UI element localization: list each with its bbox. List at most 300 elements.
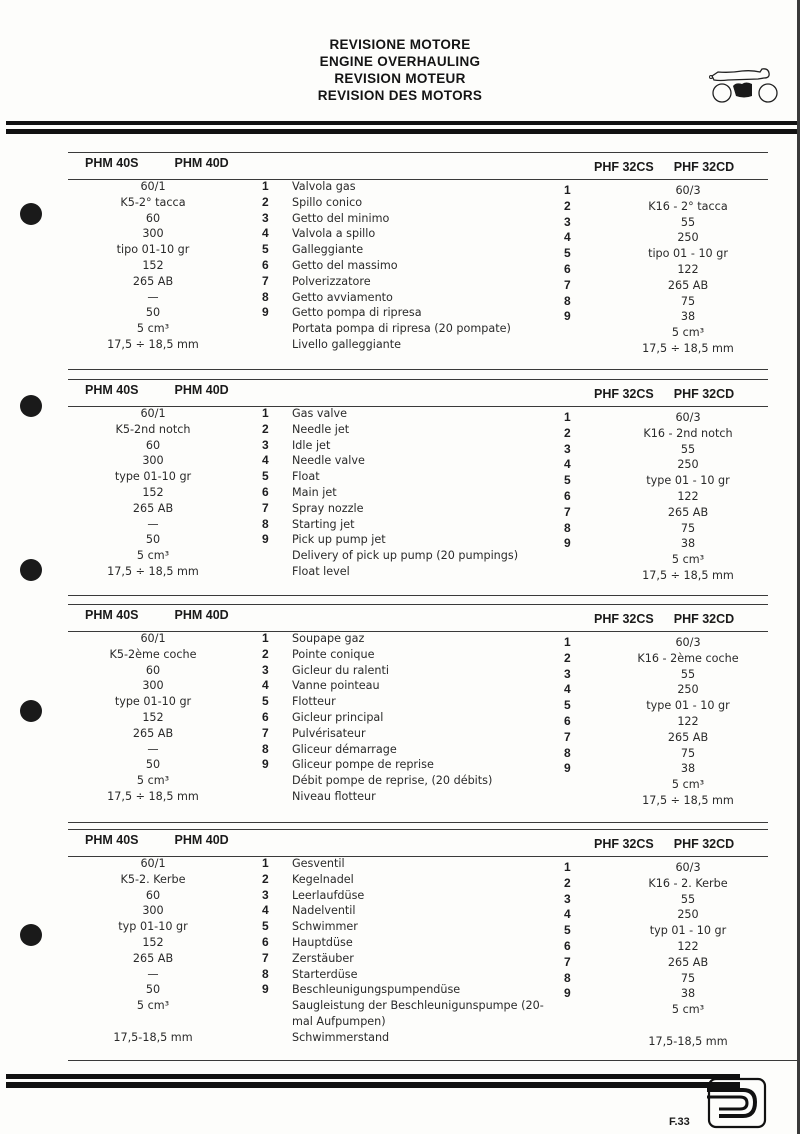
item-number-right: 9 [564,761,571,776]
model-label: PHM 40D [174,608,229,622]
phf-value: 55 [680,442,696,456]
phm-value: 5 cm³ [136,549,170,563]
phm-value: 152 [142,710,164,724]
page-number: F.33 [669,1116,690,1128]
item-number-right: 2 [564,650,571,665]
phf-value: 250 [677,908,699,922]
table-row [68,757,768,776]
part-description: Beschleunigungspumpendüse [292,983,461,997]
model-label: PHM 40S [85,156,139,170]
table-row [68,856,768,872]
item-number-right: 3 [564,214,571,229]
phf-value: type 01 - 10 gr [646,699,730,713]
phm-value: 5 cm³ [136,999,170,1013]
divider [68,379,768,380]
phf-value: 5 cm³ [671,553,705,567]
item-number-right: 5 [564,246,571,261]
phm-value: type 01-10 gr [114,470,192,484]
table-row [68,179,768,195]
item-number: 4 [262,678,269,693]
part-description: Débit pompe de reprise, (20 débits) [292,774,493,788]
spec-table [68,631,768,805]
table-row [68,647,768,663]
item-number: 1 [262,856,269,870]
phf-value: 60/3 [675,636,701,649]
phf-value: 75 [680,971,696,985]
part-description: Delivery of pick up pump (20 pumpings) [292,549,519,563]
phf-value: 5 cm³ [671,1003,705,1017]
table-row [68,548,768,567]
right-column-header [594,387,754,401]
divider [68,152,768,153]
table-row [68,742,768,758]
item-number-right: 1 [564,635,571,649]
item-number: 7 [262,273,269,288]
part-description: Portata pompa di ripresa (20 pompate) [292,322,511,336]
item-number: 8 [262,516,269,531]
part-description: Spillo conico [292,195,363,209]
item-number: 9 [262,532,269,547]
table-row [68,438,768,454]
item-number: 1 [262,631,269,645]
section-french [68,604,768,824]
table-row [68,290,768,306]
phf-value: 17,5 ÷ 18,5 mm [642,568,734,582]
part-description: Vanne pointeau [292,679,380,693]
spec-table [68,856,768,1046]
item-number: 6 [262,484,269,499]
phf-value: typ 01 - 10 gr [649,924,727,938]
item-number-right: 2 [564,425,571,440]
left-column-header [85,156,265,170]
table-row [68,337,768,353]
part-description: Niveau flotteur [292,789,376,803]
phf-value: 55 [680,892,696,906]
part-description: Gicleur principal [292,710,384,724]
model-label: PHF 32CS [594,387,654,401]
table-row [68,935,768,951]
item-number: 2 [262,194,269,209]
item-number-right: 4 [564,682,571,697]
motorcycle-icon [708,66,780,104]
phf-value: 60/3 [675,861,701,874]
table-row [68,305,768,324]
item-number-right: 6 [564,488,571,503]
item-number-right: 7 [564,729,571,744]
item-number: 5 [262,469,269,484]
table-row [68,678,768,697]
part-description: Gicleur du ralenti [292,663,389,677]
table-row [68,888,768,904]
table-row [68,258,768,274]
table-row [68,710,768,726]
binder-hole [20,203,42,225]
table-row [68,951,768,967]
item-number-right: 7 [564,954,571,969]
phf-value: 75 [680,746,696,760]
phm-value: 152 [142,258,164,272]
item-number-right: 8 [564,293,571,308]
item-number-right: 8 [564,970,571,985]
bottom-bar-1 [6,1074,740,1079]
part-description: Hauptdüse [292,935,353,949]
phf-value: 265 AB [667,955,709,969]
phm-value: typ 01-10 gr [118,920,188,934]
table-row [68,532,768,551]
item-number-right: 2 [564,198,571,213]
item-number: 6 [262,257,269,272]
part-description: Getto del minimo [292,211,390,225]
part-description: Gliceur pompe de reprise [292,758,434,772]
phf-value: type 01 - 10 gr [646,474,730,488]
model-label: PHF 32CS [594,160,654,174]
phf-value: 55 [680,667,696,681]
section-italian [68,152,768,372]
item-number-right: 4 [564,457,571,472]
model-label: PHF 32CD [673,160,735,174]
phf-value: 265 AB [667,730,709,744]
part-description: Polverizzatore [292,274,371,288]
phm-value: K5-2nd notch [115,422,191,436]
phm-value: 300 [142,454,164,468]
phf-value: 38 [680,310,696,324]
item-number: 4 [262,903,269,918]
phf-value: 265 AB [667,505,709,519]
item-number-right: 6 [564,261,571,276]
right-column-header [594,612,754,626]
title-german: REVISION DES MOTORS [317,88,483,103]
binder-hole [20,924,42,946]
part-description: Starterdüse [292,967,358,981]
item-number: 9 [262,757,269,772]
table-row [68,967,768,983]
phf-value: 60/3 [675,411,701,424]
phf-value: K16 - 2ème coche [637,651,739,665]
model-label: PHF 32CD [673,837,735,851]
table-row [68,406,768,422]
phm-value: 60 [145,211,161,225]
phm-value: 152 [142,935,164,949]
part-description: Float [292,470,320,484]
title-french: REVISION MOTEUR [334,71,466,86]
phm-value: 17,5 ÷ 18,5 mm [107,564,199,578]
item-number-right: 3 [564,891,571,906]
part-description: Galleggiante [292,243,364,257]
left-column-header [85,833,265,847]
item-number-right: 1 [564,860,571,874]
phf-value: 265 AB [667,278,709,292]
item-number-right: 5 [564,473,571,488]
title-italian: REVISIONE MOTORE [329,37,471,52]
phf-value: 250 [677,683,699,697]
item-number-right: 9 [564,986,571,1001]
table-row [68,694,768,713]
item-number: 3 [262,887,269,902]
part-description: Float level [292,564,350,578]
phm-value: K5-2ème coche [109,647,197,661]
phf-value: 17,5 ÷ 18,5 mm [642,793,734,807]
divider [68,829,768,830]
item-number: 2 [262,421,269,436]
table-row [68,422,768,438]
item-number: 5 [262,242,269,257]
table-row [68,469,768,488]
model-label: PHM 40S [85,833,139,847]
phf-value: K16 - 2. Kerbe [648,876,728,890]
item-number: 3 [262,210,269,225]
phf-value: K16 - 2nd notch [643,426,733,440]
part-description: Main jet [292,485,337,499]
model-label: PHM 40D [174,833,229,847]
brand-logo-icon [707,1077,767,1129]
page-title [240,36,560,104]
item-number: 6 [262,934,269,949]
model-label: PHF 32CS [594,837,654,851]
phm-value: — [147,517,159,531]
part-description: Getto avviamento [292,290,393,304]
item-number: 2 [262,646,269,661]
part-description: Livello galleggiante [292,337,402,351]
phm-value: 300 [142,227,164,241]
table-row [68,998,768,1030]
item-number-right: 2 [564,875,571,890]
table-row [68,211,768,227]
item-number-right: 8 [564,520,571,535]
phm-value: 152 [142,485,164,499]
part-description: Zerstäuber [292,951,354,965]
table-row [68,631,768,647]
item-number: 4 [262,453,269,468]
part-description: Gas valve [292,407,347,420]
phm-value: 265 AB [132,501,174,515]
right-column-header [594,160,754,174]
part-description: Kegelnadel [292,872,354,886]
phm-value: 300 [142,679,164,693]
table-row [68,321,768,340]
phm-value: 60 [145,888,161,902]
phm-value: 60 [145,438,161,452]
phm-value: 50 [145,983,161,997]
phm-value: K5-2. Kerbe [120,872,186,886]
phm-value: 300 [142,904,164,918]
spec-table [68,406,768,580]
phf-value: 38 [680,537,696,551]
phm-value: 60 [145,663,161,677]
binder-hole [20,559,42,581]
phm-value: K5-2° tacca [120,195,186,209]
phf-value: 5 cm³ [671,326,705,340]
item-number-right: 1 [564,410,571,424]
phf-value: 75 [680,294,696,308]
phm-value: 17,5-18,5 mm [113,1030,193,1044]
item-number: 1 [262,406,269,420]
table-row [68,501,768,517]
left-column-header [85,608,265,622]
table-row [68,195,768,211]
part-description: Valvola gas [292,180,356,193]
top-bar-2 [6,129,797,134]
part-description: Leerlaufdüse [292,888,365,902]
phf-value: 17,5 ÷ 18,5 mm [642,341,734,355]
item-number: 9 [262,982,269,997]
item-number-right: 5 [564,923,571,938]
part-description: Valvola a spillo [292,227,376,241]
phf-value: tipo 01 - 10 gr [648,247,728,261]
part-description: Saugleistung der Beschleunigunspumpe (20-mal Aufpumpen) [292,999,544,1028]
phm-value: tipo 01-10 gr [116,243,190,257]
phm-value: 50 [145,306,161,320]
table-row [68,485,768,501]
phf-value: K16 - 2° tacca [648,199,728,213]
table-row [68,453,768,472]
phf-value: 5 cm³ [671,778,705,792]
phf-value: 122 [677,262,699,276]
phm-value: 17,5 ÷ 18,5 mm [107,789,199,803]
table-row [68,274,768,290]
section-english [68,379,768,599]
item-number-right: 3 [564,666,571,681]
table-row [68,919,768,938]
bottom-bar-2 [6,1082,740,1088]
model-label: PHM 40S [85,608,139,622]
phm-value: 50 [145,758,161,772]
part-description: Gliceur démarrage [292,742,397,756]
phf-value: 60/3 [675,184,701,197]
part-description: Gesventil [292,857,345,870]
part-description: Getto pompa di ripresa [292,306,422,320]
part-description: Needle jet [292,422,350,436]
item-number-right: 1 [564,183,571,197]
table-row [68,872,768,888]
divider [68,822,768,823]
phf-value: 55 [680,215,696,229]
model-label: PHM 40D [174,383,229,397]
item-number-right: 6 [564,938,571,953]
divider [68,604,768,605]
part-description: Pointe conique [292,647,375,661]
model-label: PHM 40D [174,156,229,170]
part-description: Soupape gaz [292,632,365,645]
part-description: Nadelventil [292,904,356,918]
item-number: 4 [262,226,269,241]
table-row [68,726,768,742]
part-description: Needle valve [292,454,365,468]
phf-value: 250 [677,231,699,245]
item-number: 7 [262,950,269,965]
spec-table [68,179,768,353]
part-description: Pulvérisateur [292,726,366,740]
item-number: 6 [262,709,269,724]
part-description: Idle jet [292,438,331,452]
table-row [68,903,768,922]
item-number: 8 [262,966,269,981]
phf-value: 250 [677,458,699,472]
item-number-right: 9 [564,309,571,324]
model-label: PHF 32CS [594,612,654,626]
phm-value: — [147,742,159,756]
divider [68,595,768,596]
phm-value: 5 cm³ [136,774,170,788]
model-label: PHF 32CD [673,612,735,626]
phm-value: 265 AB [132,726,174,740]
phm-value: type 01-10 gr [114,695,192,709]
part-description: Starting jet [292,517,355,531]
item-number: 2 [262,871,269,886]
divider [68,369,768,370]
phm-value: 60/1 [140,180,166,193]
right-column-header [594,837,754,851]
phf-value: 38 [680,987,696,1001]
phf-value: 38 [680,762,696,776]
phm-value: 265 AB [132,274,174,288]
table-row [68,789,768,805]
phm-value: 50 [145,533,161,547]
part-description: Pick up pump jet [292,533,386,547]
phm-value: 60/1 [140,632,166,645]
part-description: Flotteur [292,695,336,709]
part-description: Getto del massimo [292,258,398,272]
table-row [68,982,768,1001]
item-number-right: 7 [564,277,571,292]
phm-value: — [147,967,159,981]
item-number: 8 [262,289,269,304]
divider [68,1060,800,1061]
item-number: 3 [262,437,269,452]
item-number-right: 8 [564,745,571,760]
table-row [68,517,768,533]
phm-value: 60/1 [140,407,166,420]
phf-value: 75 [680,521,696,535]
table-row [68,564,768,580]
phm-value: 265 AB [132,951,174,965]
phf-value: 122 [677,489,699,503]
left-column-header [85,383,265,397]
phm-value: — [147,290,159,304]
item-number: 5 [262,694,269,709]
item-number-right: 4 [564,907,571,922]
phm-value: 17,5 ÷ 18,5 mm [107,337,199,351]
phm-value: 5 cm³ [136,322,170,336]
item-number-right: 6 [564,713,571,728]
item-number: 5 [262,919,269,934]
item-number-right: 4 [564,230,571,245]
table-row [68,226,768,245]
binder-hole [20,395,42,417]
item-number: 7 [262,725,269,740]
title-english: ENGINE OVERHAULING [319,54,481,69]
item-number: 9 [262,305,269,320]
item-number: 8 [262,741,269,756]
item-number-right: 9 [564,536,571,551]
phf-value: 122 [677,939,699,953]
section-german [68,829,768,1059]
item-number-right: 3 [564,441,571,456]
part-description: Schwimmerstand [292,1030,390,1044]
item-number: 7 [262,500,269,515]
phm-value: 60/1 [140,857,166,870]
item-number: 1 [262,179,269,193]
item-number-right: 7 [564,504,571,519]
model-label: PHM 40S [85,383,139,397]
binder-hole [20,700,42,722]
phf-value: 17,5-18,5 mm [648,1034,728,1048]
table-row [68,1030,768,1046]
table-row [68,663,768,679]
item-number-right: 5 [564,698,571,713]
table-row [68,242,768,261]
item-number: 3 [262,662,269,677]
part-description: Spray nozzle [292,501,364,515]
